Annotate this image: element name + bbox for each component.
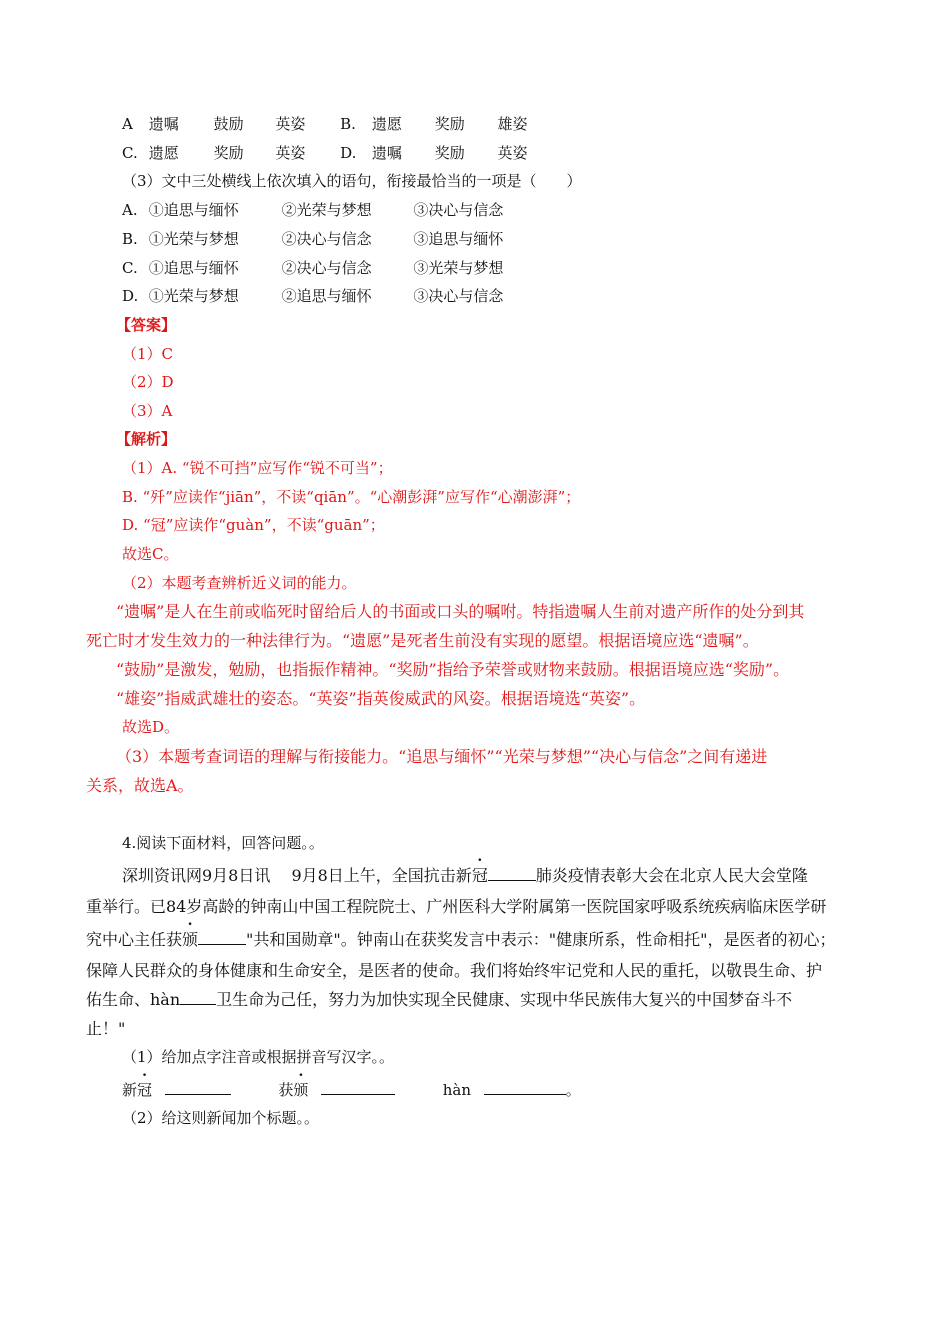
option-word: 英姿 <box>275 115 306 133</box>
q4-passage-line: 重举行。已84岁高龄的钟南山中国工程院院士、广州医科大学附属第一医院国家呼吸系统疾病临床医学研 <box>86 897 827 916</box>
answer-item: （2）D <box>122 373 174 391</box>
option-word: 鼓励 <box>213 115 244 133</box>
option-label: D. <box>340 144 357 162</box>
blank-underline <box>488 866 536 881</box>
option-word: 雄姿 <box>497 115 528 133</box>
analysis-line: “鼓励”是激发，勉励，也指振作精神。“奖励”指给予荣誉或财物来鼓励。根据语境应选“奖励”。 <box>116 660 790 679</box>
answer-blank[interactable] <box>165 1080 231 1095</box>
dotted-char: 颁 <box>293 1081 309 1099</box>
blank-underline <box>180 990 216 1005</box>
analysis-line: （2）本题考查辨析近义词的能力。 <box>122 574 357 592</box>
option-word: 奖励 <box>213 144 244 162</box>
analysis-line: （1）A. “锐不可挡”应写作“锐不可当”； <box>122 459 393 477</box>
analysis-line: “雄姿”指威武雄壮的姿态。“英姿”指英俊威武的风姿。根据语境选“英姿”。 <box>116 689 646 708</box>
dotted-char: 冠 <box>471 866 488 885</box>
q4-passage-line: 深圳资讯网9月8日讯 9月8日上午，全国抗击新冠 肺炎疫情表彰大会在北京人民大会堂隆 <box>122 864 808 888</box>
blank-underline <box>198 930 246 945</box>
q4-passage-line: 止！" <box>86 1019 126 1038</box>
q4-passage-line: 究中心主任获颁 "共和国勋章"。钟南山在获奖发言中表示："健康所系，性命相托"，是医者的初心； <box>86 928 835 952</box>
option-word: 英姿 <box>275 144 306 162</box>
answer-blank[interactable] <box>484 1080 566 1095</box>
option-word: 奖励 <box>434 115 465 133</box>
q4-subquestion-2: （2）给这则新闻加个标题。。 <box>122 1109 320 1127</box>
analysis-line: “遗嘱”是人在生前或临死时留给后人的书面或口头的嘱咐。特指遗嘱人生前对遗产所作的处分到其 <box>116 602 805 621</box>
option-word: 遗嘱 <box>148 115 179 133</box>
q2-option-row-ab <box>122 113 527 135</box>
option-word: 遗愿 <box>148 144 179 162</box>
analysis-line: 故选D。 <box>122 718 180 736</box>
q4-subquestion-1: （1）给加点字注音或根据拼音写汉字。。 <box>122 1048 395 1066</box>
q3-option-a: A. ①追思与缅怀 ②光荣与梦想 ③决心与信念 <box>122 201 504 219</box>
q3-stem: （3）文中三处横线上依次填入的语句，衔接最恰当的一项是（ ） <box>122 172 582 190</box>
q3-option-b: B. ①光荣与梦想 ②决心与信念 ③追思与缅怀 <box>122 230 504 248</box>
option-label: C. <box>122 144 138 162</box>
analysis-heading: 【解析】 <box>116 430 177 448</box>
q4-passage-line: 保障人民群众的身体健康和生命安全，是医者的使命。我们将始终牢记党和人民的重托，以敬畏生命、护 <box>86 961 823 980</box>
analysis-line: D. “冠”应读作“guàn”，不读“guān”； <box>122 516 385 534</box>
q4-passage-line: 佑生命、hàn 卫生命为己任，努力为加快实现全民健康、实现中华民族伟大复兴的中国梦奋斗不 <box>86 990 793 1009</box>
option-word: 遗愿 <box>371 115 402 133</box>
q4-title: 4.阅读下面材料，回答问题。。 <box>122 834 324 852</box>
dotted-char: 冠 <box>137 1081 153 1099</box>
option-label: B. <box>340 115 356 133</box>
q2-option-row-cd <box>122 142 527 164</box>
option-word: 遗嘱 <box>371 144 402 162</box>
q3-option-d: D. ①光荣与梦想 ②追思与缅怀 ③决心与信念 <box>122 287 504 305</box>
dotted-char: 颁 <box>182 930 199 949</box>
option-word: 奖励 <box>434 144 465 162</box>
option-label: A <box>122 115 133 133</box>
answer-heading: 【答案】 <box>116 316 177 334</box>
answer-item: （3）A <box>122 402 173 420</box>
q4-fill-row: 新冠 获颁 hàn 。 <box>122 1081 581 1099</box>
analysis-line: 故选C。 <box>122 545 179 563</box>
option-word: 英姿 <box>497 144 528 162</box>
q3-option-c: C. ①追思与缅怀 ②决心与信念 ③光荣与梦想 <box>122 259 504 277</box>
analysis-line: （3）本题考查词语的理解与衔接能力。“追思与缅怀”“光荣与梦想”“决心与信念”之间有递进 <box>116 747 768 766</box>
analysis-line: 关系，故选A。 <box>86 776 194 795</box>
answer-item: （1）C <box>122 345 174 363</box>
answer-blank[interactable] <box>321 1080 395 1095</box>
analysis-line: B. “歼”应读作“jiān”，不读“qiān”。“心潮彭湃”应写作“心潮澎湃”； <box>122 488 581 506</box>
analysis-line: 死亡时才发生效力的一种法律行为。“遗愿”是死者生前没有实现的愿望。根据语境应选“遗嘱”。 <box>86 631 759 650</box>
